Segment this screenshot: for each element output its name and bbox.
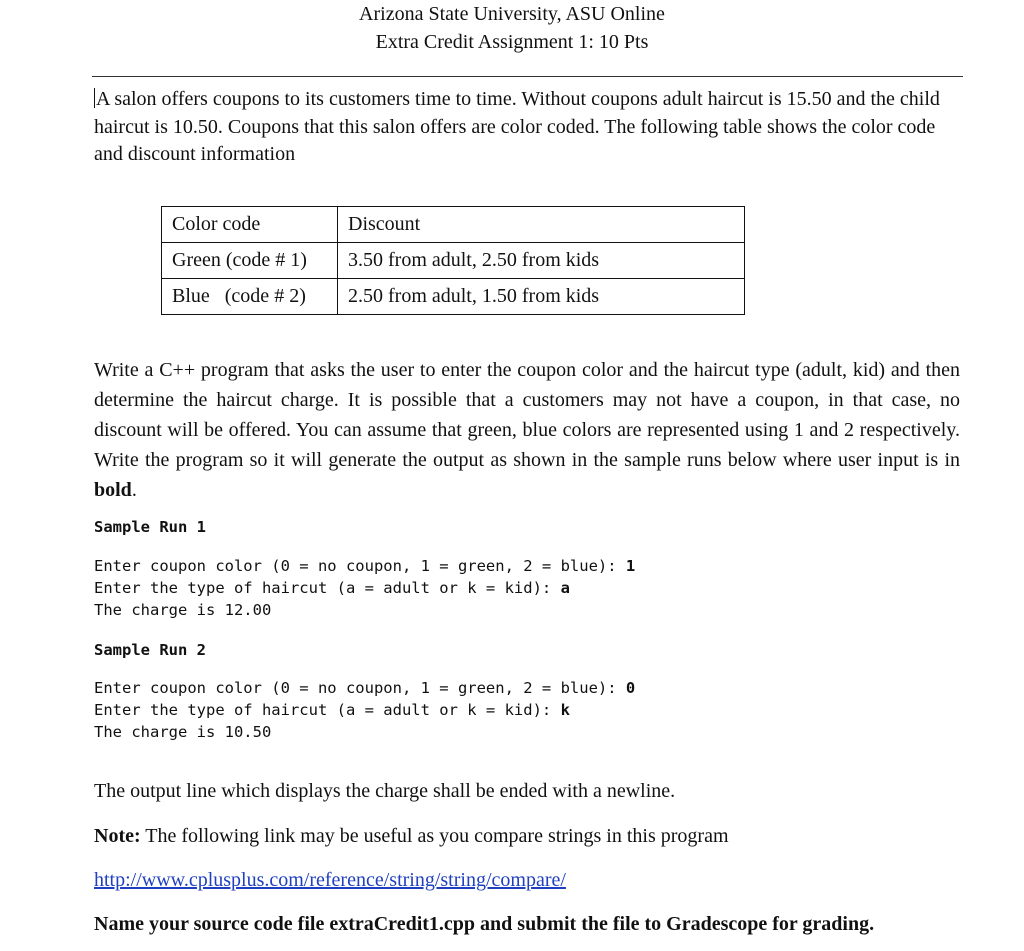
user-input: k	[560, 701, 570, 719]
table-header-cell: Color code	[162, 207, 338, 243]
sample-run-1-code	[94, 555, 635, 621]
table-cell: 3.50 from adult, 2.50 from kids	[338, 243, 745, 279]
sample-run-1-title: Sample Run 1	[94, 518, 206, 536]
newline-note: The output line which displays the charge shall be ended with a newline.	[94, 780, 676, 802]
reference-link[interactable]: http://www.cplusplus.com/reference/string/string/compare/	[94, 869, 566, 891]
table-header-row	[162, 207, 745, 243]
prompt-line: Enter the type of haircut (a = adult or k = kid):	[94, 701, 561, 719]
instructions-text: Write a C++ program that asks the user to enter the coupon color and the haircut type (adult, kid) and then determine the haircut charge. It is possible that a customers may not have a coupon, in that case, no discount will be offered. You can assume that green, blue colors are represented using 1 and 2 respectively. Write the program so it will generate the output as shown in the sample runs below where user input is in	[94, 359, 960, 471]
sample-run-2-code	[94, 677, 635, 743]
table-header-cell: Discount	[338, 207, 745, 243]
output-line: The charge is 10.50	[94, 723, 272, 741]
intro-text: A salon offers coupons to its customers time to time. Without coupons adult haircut is 15.50 and the child haircut is 10.50. Coupons that this salon offers are color coded. The following table shows the color code and discount information	[94, 88, 940, 165]
prompt-line: Enter coupon color (0 = no coupon, 1 = green, 2 = blue):	[94, 557, 626, 575]
header-divider	[92, 76, 963, 77]
table-cell: Blue (code # 2)	[162, 279, 338, 315]
table-row	[162, 243, 745, 279]
text-cursor	[94, 88, 95, 108]
note-label: Note:	[94, 825, 141, 847]
user-input: a	[560, 579, 570, 597]
submission-instructions: Name your source code file extraCredit1.cpp and submit the file to Gradescope for grading.	[94, 913, 875, 935]
note-text: The following link may be useful as you compare strings in this program	[140, 825, 729, 847]
instructions-paragraph	[94, 355, 960, 505]
output-line: The charge is 12.00	[94, 601, 272, 619]
assignment-title: Extra Credit Assignment 1: 10 Pts	[375, 31, 649, 53]
table-row	[162, 279, 745, 315]
user-input: 0	[625, 679, 636, 697]
table-cell: 2.50 from adult, 1.50 from kids	[338, 279, 745, 315]
sample-run-2-title: Sample Run 2	[94, 641, 206, 659]
intro-paragraph	[94, 86, 962, 169]
prompt-line: Enter the type of haircut (a = adult or k = kid):	[94, 579, 561, 597]
discount-table	[161, 206, 745, 315]
note-paragraph	[94, 825, 729, 848]
table-cell: Green (code # 1)	[162, 243, 338, 279]
prompt-line: Enter coupon color (0 = no coupon, 1 = green, 2 = blue):	[94, 679, 626, 697]
instructions-end: .	[131, 479, 137, 501]
reference-link-line	[94, 869, 566, 892]
user-input: 1	[625, 557, 636, 575]
university-title: Arizona State University, ASU Online	[359, 3, 665, 25]
instructions-bold-word: bold	[94, 479, 132, 501]
